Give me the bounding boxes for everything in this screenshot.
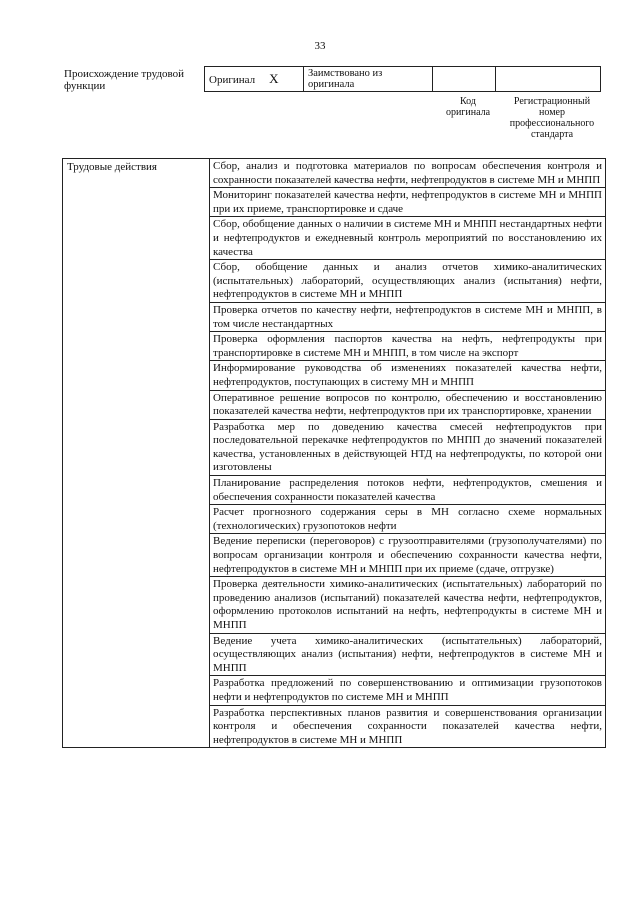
original-label: Оригинал <box>209 74 256 86</box>
action-item: Сбор, анализ и подготовка материалов по вопросам обеспечения контроля и сохранности показателей качества нефти, нефтепродуктов в системе МН и МНПП <box>213 160 602 186</box>
original-mark: X <box>269 71 279 86</box>
labor-actions-label: Трудовые действия <box>63 159 210 748</box>
reg-number-cell <box>496 67 601 92</box>
action-item: Разработка предложений по совершенствованию и оптимизации грузопотоков нефти и нефтепродуктов по системе МН и МНПП <box>210 675 605 704</box>
page-number: 33 <box>314 40 326 52</box>
action-item: Проверка деятельности химико-аналитических (испытательных) лабораторий по проведению анализов (испытаний) показателей качества нефти, нефтепродуктов, оформлению протоколов испытаний на нефть, нефтепродукты в системе МН и МНПП <box>210 576 605 632</box>
action-item: Сбор, обобщение данных о наличии в системе МН и МНПП нестандартных нефти и нефтепродуктов и ежедневный контроль мероприятий по восстановлению их качества <box>210 216 605 259</box>
action-item: Разработка мер по доведению качества смесей нефтепродуктов при последовательной перекачке нефтепродуктов по МНПП до значений показателей качества, установленных в действующей НТД на нефтепродукты, по которой они изготовлены <box>210 419 605 475</box>
action-item: Информирование руководства об изменениях показателей качества нефти, нефтепродуктов, поступающих в систему МН и МНПП <box>210 360 605 389</box>
origin-table <box>204 66 601 92</box>
action-item: Ведение учета химико-аналитических (испытательных) лабораторий, осуществляющих анализ (испытания) нефти, нефтепродуктов в системе МН и МНПП <box>210 633 605 676</box>
action-item: Оперативное решение вопросов по контролю, обеспечению и восстановлению показателей качества нефти, нефтепродуктов при их транспортировке, хранении <box>210 390 605 419</box>
code-cell <box>433 67 496 92</box>
borrowed-cell: Заимствовано из оригинала <box>304 67 433 92</box>
action-item: Разработка перспективных планов развития и совершенствования организации контроля и обеспечения сохранности показателей качества нефти, нефтепродуктов в системе МН и МНПП <box>210 705 605 748</box>
reg-number-caption: Регистрационный номер профессионального стандарта <box>509 96 595 140</box>
labor-actions-list <box>210 159 606 748</box>
action-item: Планирование распределения потоков нефти, нефтепродуктов, смешения и обеспечения сохранности показателей качества <box>210 475 605 504</box>
action-item: Расчет прогнозного содержания серы в МН согласно схеме нормальных (технологических) грузопотоков нефти <box>210 504 605 533</box>
action-item: Проверка оформления паспортов качества на нефть, нефтепродукты при транспортировке в системе МН и МНПП, в том числе на экспорт <box>210 331 605 360</box>
action-item: Проверка отчетов по качеству нефти, нефтепродуктов в системе МН и МНПП, в том числе нестандартных <box>210 302 605 331</box>
original-cell <box>205 67 304 92</box>
action-item: Ведение переписки (переговоров) с грузоотправителями (грузополучателями) по вопросам организации контроля и обеспечению сохранности качества нефти, нефтепродуктов в системе МН и МНПП при их приеме (сдаче, отгрузке) <box>210 533 605 576</box>
origin-label: Происхождение трудовой функции <box>64 68 185 92</box>
code-caption: Код оригинала <box>445 96 491 118</box>
labor-actions-table <box>62 158 606 748</box>
action-item: Сбор, обобщение данных и анализ отчетов химико-аналитических (испытательных) лабораторий, осуществляющих анализ (испытания) нефти, нефтепродуктов в системе МН и МНПП <box>210 259 605 302</box>
action-item: Мониторинг показателей качества нефти, нефтепродуктов в системе МН и МНПП при их приеме, транспортировке и сдаче <box>210 187 605 216</box>
